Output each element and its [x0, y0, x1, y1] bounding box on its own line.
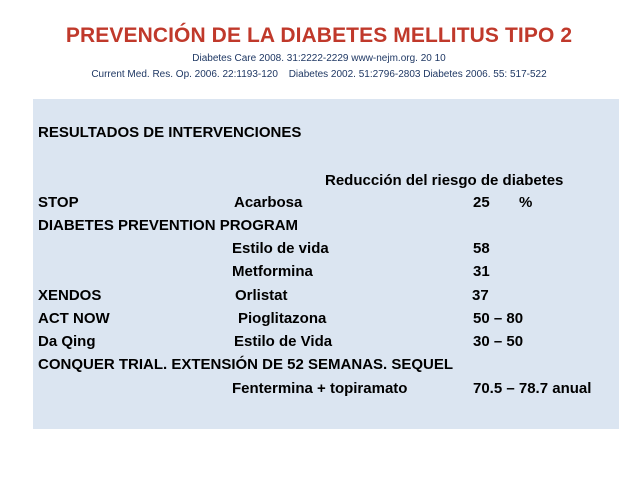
row-dpp-lifestyle-value: 58: [473, 240, 490, 257]
section-title: RESULTADOS DE INTERVENCIONES: [38, 124, 302, 141]
row-conquer-study: CONQUER TRIAL. EXTENSIÓN DE 52 SEMANAS. SEQUEL: [38, 356, 454, 373]
row-xendos-study: XENDOS: [38, 287, 102, 304]
row-stop-value: 25: [473, 194, 490, 211]
row-conquer-treatment: Fentermina + topiramato: [232, 380, 408, 397]
row-actnow-study: ACT NOW: [38, 310, 110, 327]
row-dpp-study: DIABETES PREVENTION PROGRAM: [38, 217, 299, 234]
row-dpp-metformin-treatment: Metformina: [232, 263, 313, 280]
row-stop-study: STOP: [38, 194, 79, 211]
row-daqing-value: 30 – 50: [473, 333, 524, 350]
row-actnow-treatment: Pioglitazona: [238, 310, 327, 327]
row-stop-unit: %: [519, 194, 533, 211]
row-dpp-lifestyle-treatment: Estilo de vida: [232, 240, 329, 257]
row-xendos-treatment: Orlistat: [235, 287, 288, 304]
reference-line-1: Diabetes Care 2008. 31:2222-2229 www-nejm.org. 20 10: [192, 53, 446, 64]
row-daqing-treatment: Estilo de Vida: [234, 333, 333, 350]
reference-current-med: Current Med. Res. Op. 2006. 22:1193-120: [91, 69, 278, 80]
row-dpp-metformin-value: 31: [473, 263, 490, 280]
reference-diabetes: Diabetes 2002. 51:2796-2803 Diabetes 2006. 55: 517-522: [288, 69, 547, 80]
row-xendos-value: 37: [472, 287, 489, 304]
row-conquer-value: 70.5 – 78.7 anual: [473, 380, 592, 397]
row-stop-treatment: Acarbosa: [234, 194, 303, 211]
row-daqing-study: Da Qing: [38, 333, 96, 350]
slide-title: PREVENCIÓN DE LA DIABETES MELLITUS TIPO 2: [65, 24, 573, 47]
column-header: Reducción del riesgo de diabetes: [325, 172, 564, 189]
reference-line-2: [0, 69, 638, 80]
row-actnow-value: 50 – 80: [473, 310, 524, 327]
